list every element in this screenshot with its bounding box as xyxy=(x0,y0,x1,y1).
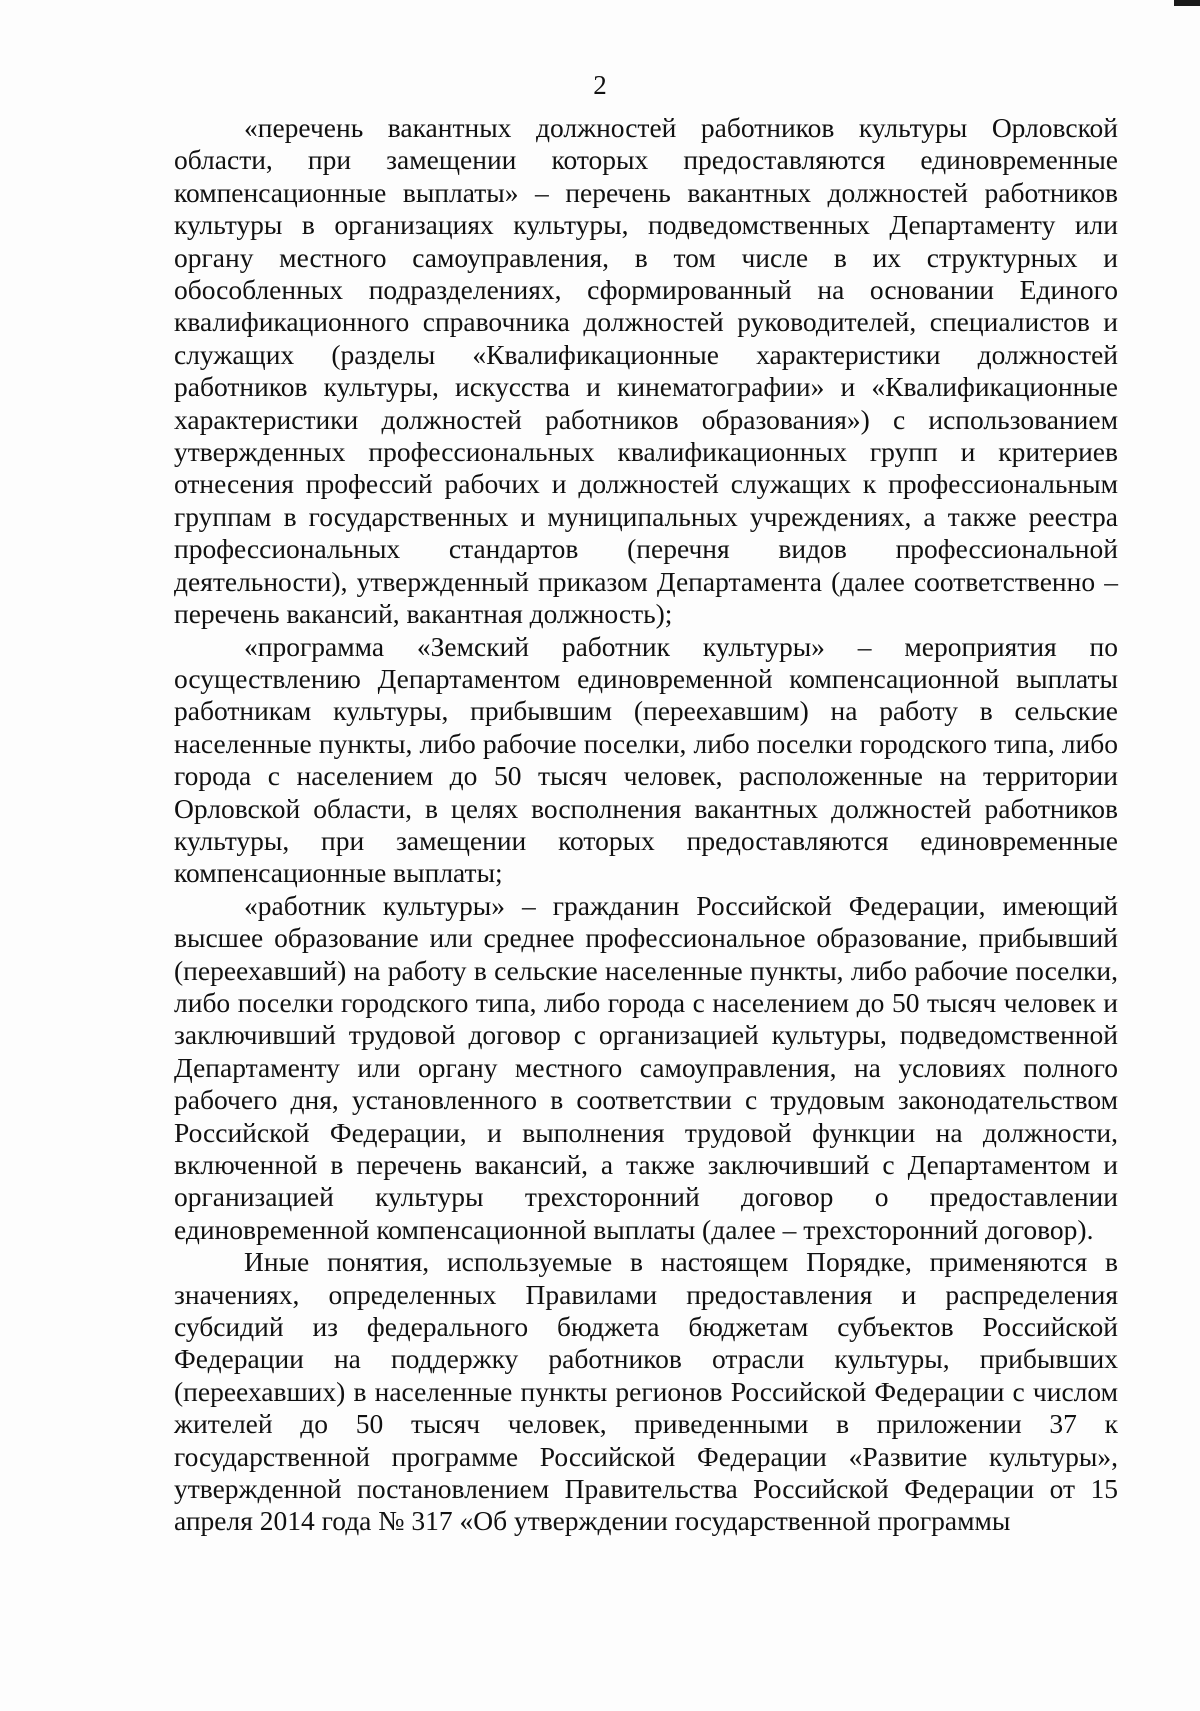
scan-edge-mark xyxy=(1174,0,1200,6)
paragraph-culture-worker-definition: «работник культуры» – гражданин Российской Федерации, имеющий высшее образование или среднее профессиональное образование, прибывший (переехавший) на работу в сельские населенные пункты, либо рабочие поселки, либо поселки городского типа, либо города с населением до 50 тысяч человек и заключивший трудовой договор с организацией культуры, подведомственной Департаменту или органу местного самоуправления, на условиях полного рабочего дня, установленного в соответствии с трудовым законодательством Российской Федерации, и выполнения трудовой функции на должности, включенной в перечень вакансий, а также заключивший с Департаментом и организацией культуры трехсторонний договор о предоставлении единовременной компенсационной выплаты (далее – трехсторонний договор). xyxy=(174,889,1118,1245)
paragraph-vacancy-list-definition: «перечень вакантных должностей работников культуры Орловской области, при замещении которых предоставляются единовременные компенсационные выплаты» – перечень вакантных должностей работников культуры в организациях культуры, подведомственных Департаменту или органу местного самоуправления, в том числе в их структурных и обособленных подразделениях, сформированный на основании Единого квалификационного справочника должностей руководителей, специалистов и служащих (разделы «Квалификационные характеристики должностей работников культуры, искусства и кинематографии» и «Квалификационные характеристики должностей работников образования») с использованием утвержденных профессиональных квалификационных групп и критериев отнесения профессий рабочих и должностей служащих к профессиональным группам в государственных и муниципальных учреждениях, а также реестра профессиональных стандартов (перечня видов профессиональной деятельности), утвержденный приказом Департамента (далее соответственно – перечень вакансий, вакантная должность); xyxy=(174,112,1118,630)
page-number: 2 xyxy=(593,70,607,100)
document-body xyxy=(174,112,1118,1538)
paragraph-program-definition: «программа «Земский работник культуры» – мероприятия по осуществлению Департаментом единовременной компенсационной выплаты работникам культуры, прибывшим (переехавшим) на работу в сельские населенные пункты, либо рабочие поселки, либо поселки городского типа, либо города с населением до 50 тысяч человек, расположенные на территории Орловской области, в целях восполнения вакантных должностей работников культуры, при замещении которых предоставляются единовременные компенсационные выплаты; xyxy=(174,630,1118,889)
paragraph-other-terms: Иные понятия, используемые в настоящем Порядке, применяются в значениях, определенных Правилами предоставления и распределения субсидий из федерального бюджета бюджетам субъектов Российской Федерации на поддержку работников отрасли культуры, прибывших (переехавших) в населенные пункты регионов Российской Федерации с числом жителей до 50 тысяч человек, приведенными в приложении 37 к государственной программе Российской Федерации «Развитие культуры», утвержденной постановлением Правительства Российской Федерации от 15 апреля 2014 года № 317 «Об утверждении государственной программы xyxy=(174,1246,1118,1537)
